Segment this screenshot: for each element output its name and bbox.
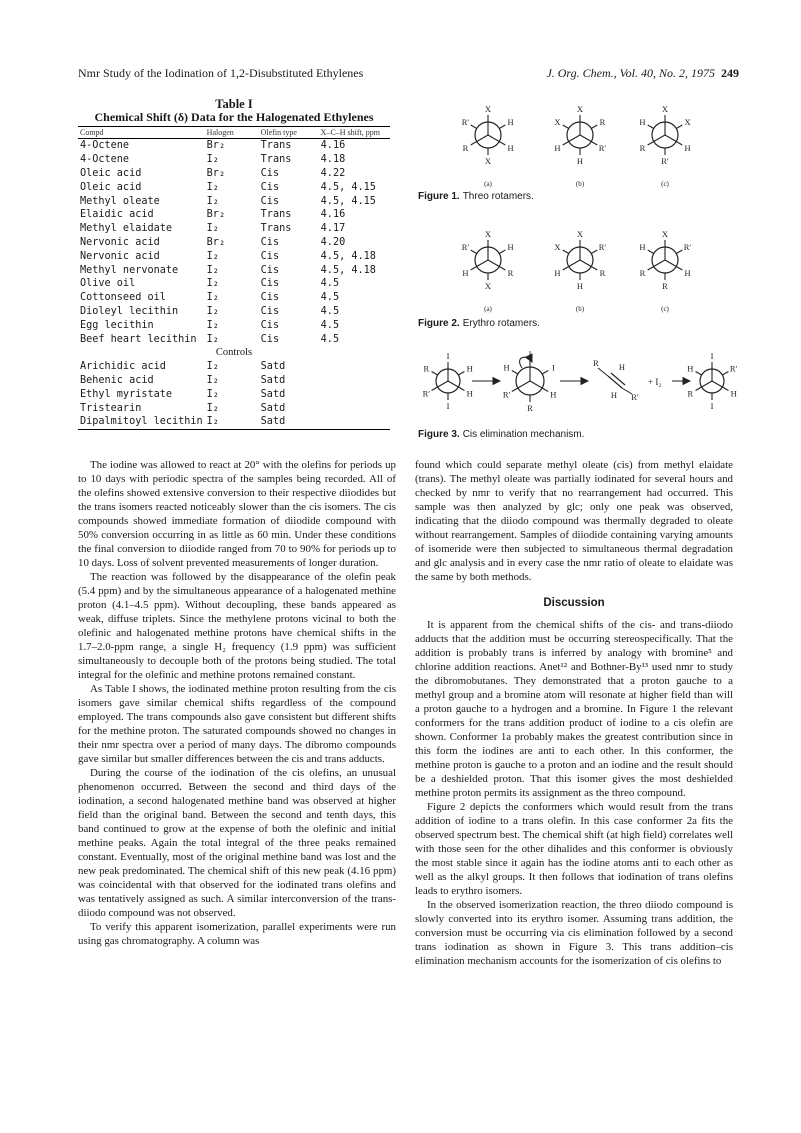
atom-label: (c) [661,180,669,188]
cell-shift: 4.5 [320,278,340,290]
running-header-title: Nmr Study of the Iodination of 1,2-Disubstituted Ethylenes [78,66,364,80]
table-row [78,332,390,346]
atom-label: R′ [729,363,738,374]
table-row [78,401,390,415]
table-row [78,180,390,194]
paragraph: During the course of the iodination of the cis olefins, an unusual phenomenon occurred. Between the second and third days of the iodination, a second halogenated methine band was observed at higher field than the original band. Between the second and tenth days, this band continued to grow at the expense of both the olefinic and initial methine peaks. Again the total integral of the three peaks remained constant. Eventually, most of the original methine band was lost and the new peak predominated. The chemical shift of this new peak (4.16 ppm) was coincidental with that observed for the iodinated trans olefins and was tentatively assigned as such. A similar interconversion of the trans-diiodo compound was not observed. [78,767,396,919]
figures-area [410,98,740,443]
cell-halogen: Br₂ [206,209,226,221]
cell-halogen: I₂ [206,402,219,414]
cell-compd: Cottonseed oil [80,292,166,304]
table-row [78,277,390,291]
atom-label: X [554,242,561,252]
table-row [78,249,390,263]
atom-label: (a) [484,305,492,313]
discussion-heading: Discussion [543,597,605,609]
running-header-journal [546,66,739,81]
atom-label: X [661,229,669,239]
figure-3-caption [418,429,584,440]
atom-label: (b) [575,180,585,188]
cell-olefin-type: Cis [260,292,280,304]
cell-halogen: I₂ [206,154,219,166]
atom-label: H [610,390,618,400]
cell-olefin-type: Cis [260,195,280,207]
cell-halogen: Br₂ [206,167,226,179]
atom-label: X [576,104,584,114]
back-bond [591,125,597,129]
journal-citation: J. Org. Chem., Vol. 40, No. 2, 1975 [546,66,715,80]
table-row [78,387,390,401]
cell-olefin-type: Trans [260,209,292,221]
cell-compd: Methyl nervonate [80,264,179,276]
atom-label: R [599,117,606,127]
atom-label: I [551,362,555,373]
atom-label: I [710,401,714,411]
atom-label: H [507,242,514,252]
atom-label: X [484,156,492,166]
table-caption: Chemical Shift (δ) Data for the Halogenated Ethylenes [94,110,374,124]
cell-compd: Egg lecithin [80,319,154,331]
atom-label: R [527,403,533,413]
cell-compd: 4-Octene [80,154,130,166]
cell-halogen: I₂ [206,181,219,193]
cell-halogen: I₂ [206,361,219,373]
atom-label: H [684,143,691,153]
cell-shift: 4.5, 4.18 [320,250,376,262]
atom-label: H [503,362,510,373]
atom-label: X [576,229,584,239]
cell-olefin-type: Cis [260,278,280,290]
atom-label: R′ [422,388,431,399]
atom-label: (b) [575,305,585,313]
alkene-bond [608,376,622,388]
atom-label: H [554,143,561,153]
cell-halogen: I₂ [206,264,219,276]
atom-label: R′ [598,242,607,252]
atom-label: I [710,351,714,361]
table-row [78,374,390,388]
cell-halogen: I₂ [206,374,219,386]
cell-compd: Methyl elaidate [80,223,173,235]
col-shift: X–C–H shift, ppm [319,127,390,139]
atom-label: R′ [598,143,607,153]
cell-olefin-type: Satd [259,415,319,429]
cell-compd: Ethyl myristate [80,388,173,400]
atom-label: R [462,143,469,153]
paragraph: The iodine was allowed to react at 20° with the olefins for periods up to 10 days with periodic spectra of the samples being recorded. All of the olefins showed extensive conversion to their respective diiodides but the trans isomers reacted noticeably slower than the cis isomers. The cis compounds showed immediate formation of diiodide compound with 50% conversion occurring in as little as 60 min. Under these conditions the final conversion to diiodide ranged from 70 to 90% for periods up to 10 days. Loss of solvent prevented measurements of longer duration. [78,459,396,569]
cell-olefin-type: Cis [260,333,280,345]
cell-shift: 4.18 [320,154,346,166]
back-bond [471,250,477,254]
iodine-reagent: + I₂ [648,377,662,387]
cell-shift: 4.5 [320,292,340,304]
cell-shift: 4.22 [320,167,346,179]
back-bond [512,371,518,375]
atom-label: R′ [502,389,511,400]
atom-label: X [684,117,691,127]
back-bond [648,250,654,254]
back-bond [542,371,548,375]
cell-olefin-type: Satd [260,361,286,373]
atom-label: H [576,156,584,166]
paragraph: In the observed isomerization reaction, the threo diiodo compound is slowly converted into its erythro isomer. Assuming trans addition, the conversion must be occurring via cis elimination followed by a second trans iodination as shown in Figure 3. This trans addition–cis elimination mechanism accounts for the isomerization of cis olefins to [415,899,733,967]
page-number: 249 [721,66,739,80]
atom-label: H [618,362,626,372]
col-compd: Compd [78,127,205,139]
atom-label: H [730,388,737,399]
atom-label: R′ [631,392,639,402]
right-column [415,458,733,968]
table-header-row [78,127,390,139]
atom-label: X [484,104,492,114]
cell-halogen: I₂ [206,278,219,290]
atom-label: R [662,281,668,291]
back-bond [499,250,505,254]
cell-shift [319,401,390,415]
cell-halogen: I₂ [206,333,219,345]
back-bond [471,125,477,129]
atom-label: R [639,268,646,278]
atom-label: R′ [661,156,669,166]
table-row [78,318,390,332]
cell-shift: 4.5 [320,319,340,331]
atom-label: R [639,143,646,153]
paragraph: As Table I shows, the iodinated methine proton resulting from the cis isomers gave similar chemical shifts regardless of the compound employed. The trans compounds also gave consistent but different shifts for the methine proton. The saturated compounds showed no changes in their nmr spectra over a period of many days. The dibromo compounds gave similar but smaller differences between the cis and trans adducts. [78,683,396,765]
atom-label: X [661,104,669,114]
back-bond [648,125,654,129]
table-row [78,194,390,208]
atom-label: H [639,242,646,252]
cell-olefin-type: Trans [260,223,292,235]
cell-halogen: I₂ [206,305,219,317]
cell-halogen: I₂ [206,319,219,331]
back-bond [591,250,597,254]
back-bond [563,125,569,129]
cell-compd: 4-Octene [80,140,130,152]
atom-label: H [576,281,584,291]
table-label: Table I [215,97,253,111]
table-row [78,360,390,374]
cell-olefin-type: Trans [260,154,292,166]
cell-shift: 4.17 [320,223,346,235]
cell-halogen: Br₂ [206,140,226,152]
cell-olefin-type: Cis [260,250,280,262]
atom-label: I [446,351,450,361]
back-bond [722,372,728,376]
cell-compd: Tristearin [80,402,142,414]
atom-label: H [466,388,473,399]
figure-1-text: Threo rotamers. [462,191,534,202]
cell-halogen: I₂ [206,195,219,207]
atom-label: H [554,268,561,278]
cell-olefin-type: Cis [260,264,280,276]
alkene-bond [611,373,625,385]
table-row [78,263,390,277]
paragraph: It is apparent from the chemical shifts of the cis- and trans-diiodo adducts that the addition must be occurring stereospecifically. That the addition is probably trans is inferred by analogy with bromine⁵ and chlorine addition reactions. Anet¹² and Bothner-By¹³ used nmr to study the dibromobutanes. They demonstrated that a proton gauche to a methyl group and a bromine atom will resonate at higher field than will a proton gauche to a hydrogen and a bromine. In Figure 1 the relevant conformers for the trans addition product of iodine to a cis olefin are shown. Conformer 1a probably makes the greatest contribution since in this form the iodines are anti to each other. In this conformer, the methine proton is gauche to a proton and an iodine and the result should be a deshielded proton. That this isomer gives the most deshielded methine proton permits its assignment as the threo compound. [415,619,733,799]
cell-halogen: I₂ [206,250,219,262]
cell-compd: Oleic acid [80,181,142,193]
atom-label: H [466,363,473,374]
cell-olefin-type: Satd [260,374,286,386]
back-bond [676,125,682,129]
cell-olefin-type: Cis [260,167,280,179]
cell-halogen: I₂ [206,388,219,400]
cell-compd: Methyl oleate [80,195,160,207]
cell-olefin-type: Cis [260,305,280,317]
atom-label: R′ [461,117,470,127]
figure-3-label: Figure 3. [418,429,460,440]
cell-compd: Olive oil [80,278,136,290]
back-bond [432,372,438,376]
table-row [78,305,390,319]
table-row [78,153,390,167]
atom-label: H [507,117,514,127]
cell-olefin-type: Cis [260,319,280,331]
atom-label: R [507,268,514,278]
figure-2-label: Figure 2. [418,318,460,329]
table-row [78,291,390,305]
cell-olefin-type: Satd [260,402,286,414]
cell-olefin-type: Cis [260,236,280,248]
figure-1-label: Figure 1. [418,191,460,202]
atom-label: H [687,363,694,374]
atom-label: (c) [661,305,669,313]
cell-shift [319,387,390,401]
paragraph: To verify this apparent isomerization, parallel experiments were run using gas chromatography. A column was [78,921,396,947]
back-bond [563,250,569,254]
cell-compd: Nervonic acid [80,250,160,262]
atom-label: I [446,401,450,411]
cell-shift: 4.5, 4.15 [320,195,376,207]
table-row [78,139,390,153]
atom-label: H [639,117,646,127]
alkene-bond [598,368,608,376]
atom-label: R′ [683,242,692,252]
atom-label: R [423,363,430,374]
cell-olefin-type: Trans [260,140,292,152]
figure-3-text: Cis elimination mechanism. [462,429,585,440]
cell-compd: Oleic acid [80,167,142,179]
figures-svg [410,98,740,443]
cell-compd: Beef heart lecithin [80,333,197,345]
atom-label: X [484,281,492,291]
cell-halogen: I₂ [206,223,219,235]
atom-label: R [593,358,599,368]
cell-halogen: Br₂ [206,236,226,248]
cell-shift: 4.5 [320,333,340,345]
cell-compd: Nervonic acid [80,236,160,248]
atom-label: (a) [484,180,492,188]
atom-label: H [550,389,557,400]
cell-compd: Dipalmitoyl lecithin [80,416,203,428]
table-1 [78,98,390,430]
figure-2-text: Erythro rotamers. [462,318,540,329]
cell-olefin-type: Satd [260,388,286,400]
table-row [78,208,390,222]
col-halogen: Halogen [205,127,259,139]
cell-shift: 4.5 [320,305,340,317]
cell-compd: Arichidic acid [80,361,166,373]
cell-compd: Behenic acid [80,374,154,386]
table-row [78,415,390,429]
paragraph: The reaction was followed by the disappearance of the olefin peak (5.4 ppm) and by the simultaneous appearance of a halogenated methine proton (4.1–4.5 ppm). Without decoupling, these bands appeared as weak, diffuse triplets. Since the methylene protons vicinal to both the olefinic and halogenated methine protons have chemical shifts in the 1.7–2.0-ppm range, a single H₂ frequency (1.9 ppm) was sufficient simultaneously to decouple both of the protons being studied. The total integral for the olefinic and methine protons remained constant. [78,571,396,681]
cell-olefin-type: Cis [260,181,280,193]
shift-table [78,126,390,430]
atom-label: R′ [461,242,470,252]
table-row [78,167,390,181]
back-bond [499,125,505,129]
figure-2-caption [418,318,540,329]
cell-shift: 4.16 [320,140,346,152]
cell-shift: 4.16 [320,209,346,221]
controls-label: Controls [215,347,253,359]
cell-shift: 4.5, 4.18 [320,264,376,276]
atom-label: X [554,117,561,127]
atom-label: H [684,268,691,278]
back-bond [676,250,682,254]
back-bond [458,372,464,376]
cell-halogen: I₂ [205,415,259,429]
controls-row [78,346,390,360]
paragraph: found which could separate methyl oleate (cis) from methyl elaidate (trans). The methyl oleate was partially iodinated for several hours and checked by nmr to verify that no rearrangement had occurred. This sample was then analyzed by glc; only one peak was observed, indicating that the diiodo compound was thermally degraded to oleate without rearrangement. Samples of diiodide containing varying amounts of isomeride were then subjected to simultaneous thermal degradation and glc analysis and in every case the nmr ratio of oleate to elaidate was the same by both methods. [415,459,733,583]
cell-shift [319,360,390,374]
cell-shift [319,374,390,388]
left-column [78,458,396,948]
table-row [78,222,390,236]
cell-halogen: I₂ [206,292,219,304]
cell-shift [319,415,390,429]
atom-label: R [687,388,694,399]
cell-shift: 4.20 [320,236,346,248]
cell-shift: 4.5, 4.15 [320,181,376,193]
atom-label: I [528,349,532,359]
atom-label: H [462,268,469,278]
figure-1-caption [418,191,534,202]
cell-compd: Dioleyl lecithin [80,305,179,317]
atom-label: R [599,268,606,278]
atom-label: H [507,143,514,153]
back-bond [696,372,702,376]
table-row [78,236,390,250]
atom-label: X [484,229,492,239]
col-olefin-type: Olefin type [259,127,319,139]
cell-compd: Elaidic acid [80,209,154,221]
paragraph: Figure 2 depicts the conformers which would result from the trans addition of iodine to a trans olefin. In this case conformer 2a fits the observed spectrum best. The chemical shift (at high field) correlates well with those seen for the other dihalides and this conformer is obviously the most stable since it again has the iodine atoms anti to each other as well as the alkyl groups. It then follows that iodination of trans olefins leads to erythro isomers. [415,801,733,897]
